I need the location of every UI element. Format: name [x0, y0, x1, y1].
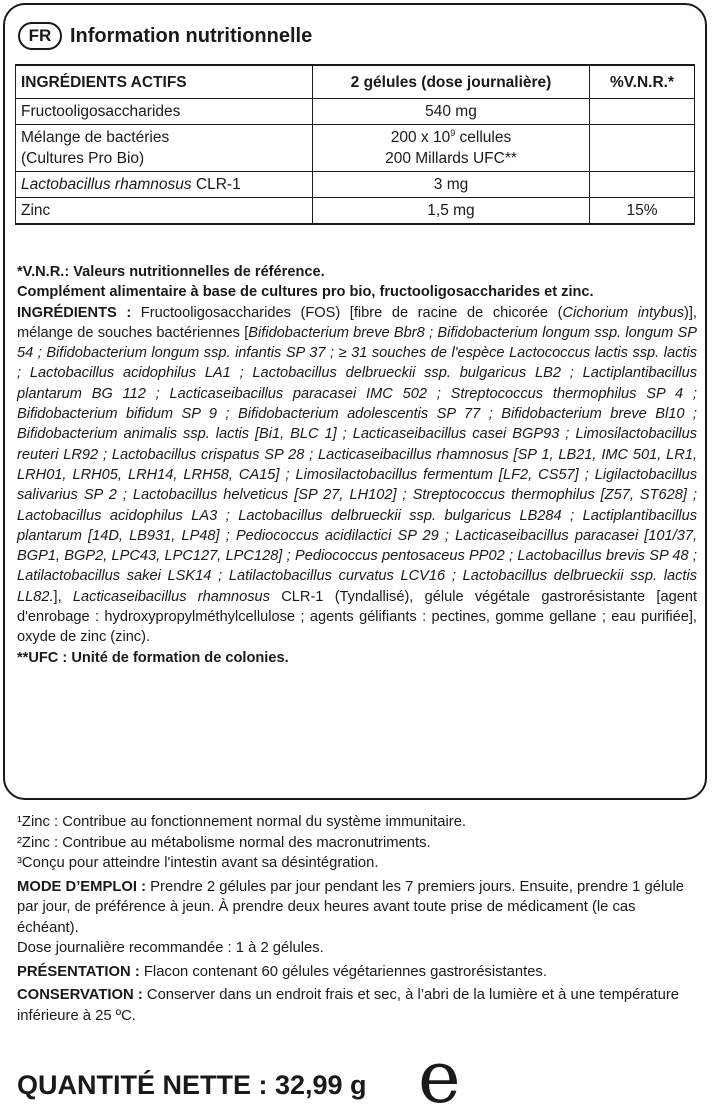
usage-section: [17, 812, 697, 1029]
panel-header: [18, 18, 312, 54]
ingredients-text-f: CLR-1 (Tyndallisé), gélule végétale gastrorésistante [agent d'enrobage : hydroxypropylméthylcellulose ; agents gélifiants : pectines, gomme gellane ; eau purifiée], oxyde de zinc (zinc).: [17, 588, 698, 646]
estimated-sign-glyph: e: [418, 1044, 461, 1110]
row-vnr: [590, 172, 695, 198]
dose-unit: cellules: [455, 129, 512, 146]
nutrition-table: [15, 64, 695, 225]
ingredients-list: [17, 303, 697, 648]
footnote-2: ²Zinc : Contribue au métabolisme normal des macronutriments.: [17, 834, 431, 851]
complement-statement: Complément alimentaire à base de cultures pro bio, fructooligosaccharides et zinc.: [17, 284, 594, 301]
table-row: [16, 125, 695, 172]
ingredients-text-d: ],: [53, 588, 73, 605]
conservation: [17, 985, 697, 1026]
table-row: [16, 198, 695, 225]
row-vnr: 15%: [590, 198, 695, 225]
estimated-sign-icon: [416, 1044, 472, 1110]
bacterial-strains: Bifidobacterium breve Bbr8 ; Bifidobacterium longum ssp. longum SP 54 ; Bifidobacterium longum ssp. infantis SP 37 ; ≥ 31 souches de l'espèce Lactococcus lactis ssp. lactis ; Lactobacillus acidophilus LA1 ; Lactobacillus delbrueckii ssp. bulgaricus LB2 ; Lactiplantibacillus plantarum BG 112 ; Lacticaseibacillus paracasei IMC 502 ; Streptococcus thermophilus SP 4 ; Bifidobacterium bifidum SP 9 ; Bifidobacterium adolescentis SP 77 ; Bifidobacterium breve Bl10 ; Bifidobacterium animalis ssp. lactis [Bi1, BLC 1] ; Lacticaseibacillus casei BGP93 ; Limosilactobacillus reuteri LR92 ; Lactobacillus crispatus SP 28 ; Lacticaseibacillus rhamnosus [SP 1, LB21, IMC 501, LR1, LRH01, LRH05, LRH14, LRH58, CA15] ; Limosilactobacillus fermentum [LF2, CS57] ; Ligilactobacillus salivarius SP 2 ; Lactobacillus helveticus [SP 27, LH102] ; Streptococcus thermophilus [Z57, ST628] ; Lactobacillus acidophilus LA3 ; Lactobacillus delbrueckii ssp. bulgaricus LB284 ; Lactiplantibacillus plantarum [14D, LB931, LP48] ; Pediococcus acidilactici SP 29 ; Lacticaseibacillus paracasei [101/37, BGP1, BGP2, LPC43, LPC127, LPC128] ; Pediococcus pentosaceus PP02 ; Lactobacillus brevis SP 48 ; Latilactobacillus sakei LSK14 ; Latilactobacillus curvatus LCV16 ; Lactobacillus delbrueckii ssp. lactis LL82.: [17, 324, 697, 605]
table-row: [16, 99, 695, 125]
dose-exponent: 9: [450, 127, 456, 138]
header-ingredients: INGRÉDIENTS ACTIFS: [16, 65, 313, 99]
row-dose-line1: [318, 127, 584, 148]
recommended-dose: Dose journalière recommandée : 1 à 2 gélules.: [17, 940, 324, 956]
header-vnr: %V.N.R.*: [590, 65, 695, 99]
row-name-line1: Mélange de bactéries: [21, 129, 170, 146]
mode-emploi: [17, 877, 697, 939]
conservation-text: Conserver dans un endroit frais et sec, à l’abri de la lumière et à une température inférieure à 25 ºC.: [17, 987, 680, 1024]
row-dose: 540 mg: [313, 99, 590, 125]
presentation-label: PRÉSENTATION :: [17, 963, 140, 980]
row-vnr: [590, 125, 695, 172]
row-dose: [313, 125, 590, 172]
header-dose: 2 gélules (dose journalière): [313, 65, 590, 99]
footnote-1: ¹Zinc : Contribue au fonctionnement normal du système immunitaire.: [17, 814, 467, 830]
table-header-row: [16, 65, 695, 99]
strain-code: CLR-1: [191, 176, 241, 193]
row-name-line2: (Cultures Pro Bio): [21, 150, 145, 167]
net-quantity: QUANTITÉ NETTE : 32,99 g: [17, 1070, 367, 1100]
mode-emploi-text: Prendre 2 gélules par jour pendant les 7 premiers jours. Ensuite, prendre 1 gélule par jour, de préférence à jeun. À prendre deux heures avant toute prise de médicament (le cas échéant).: [17, 878, 684, 936]
row-vnr: [590, 99, 695, 125]
row-name: Fructooligosaccharides: [16, 99, 313, 125]
row-name: [16, 172, 313, 198]
dose-base: 200 x 10: [390, 129, 451, 146]
ufc-note: **UFC : Unité de formation de colonies.: [17, 649, 289, 666]
table-row: [16, 172, 695, 198]
ingredients-text-e: Lacticaseibacillus rhamnosus: [72, 588, 270, 605]
row-dose-line2: 200 Millards UFC**: [385, 150, 517, 167]
language-badge: FR: [18, 22, 62, 50]
ingredients-text-b: Cichorium intybus: [562, 304, 685, 321]
mode-emploi-label: MODE D’EMPLOI :: [17, 878, 147, 895]
ingredients-label: INGRÉDIENTS :: [17, 304, 132, 321]
species-name: Lactobacillus rhamnosus: [21, 176, 192, 193]
ingredients-text-a: Fructooligosaccharides (FOS) [fibre de racine de chicorée (: [131, 304, 563, 321]
ingredients-section: [17, 262, 697, 668]
presentation: [17, 962, 697, 983]
ingredients-text-c: )], mélange de souches bactériennes [: [17, 304, 697, 341]
panel-title: Information nutritionnelle: [70, 24, 313, 47]
footnote-3: ³Conçu pour atteindre l'intestin avant sa désintégration.: [17, 855, 379, 871]
row-name: Zinc: [16, 198, 313, 225]
row-dose: 1,5 mg: [313, 198, 590, 225]
presentation-text: Flacon contenant 60 gélules végétariennes gastrorésistantes.: [139, 963, 547, 980]
conservation-label: CONSERVATION :: [17, 987, 143, 1003]
row-name: [16, 125, 313, 172]
vnr-note: *V.N.R.: Valeurs nutritionnelles de référence.: [17, 264, 325, 280]
row-dose: 3 mg: [313, 172, 590, 198]
